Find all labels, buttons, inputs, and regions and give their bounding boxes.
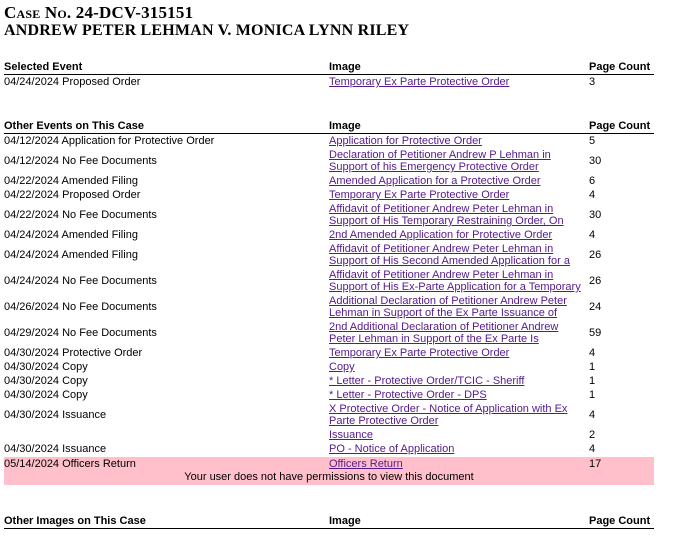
event-label: 04/30/2024 Copy bbox=[4, 389, 88, 401]
event-label: 04/24/2024 Amended Filing bbox=[4, 229, 138, 241]
page-count: 30 bbox=[589, 155, 602, 167]
image-link[interactable]: * Letter - Protective Order/TCIC - Sheriff bbox=[329, 375, 525, 387]
page-count: 30 bbox=[589, 209, 602, 221]
image-link[interactable]: Copy bbox=[329, 361, 355, 373]
image-link[interactable]: Temporary Ex Parte Protective Order bbox=[329, 76, 510, 88]
image-link[interactable]: Application for Protective Order bbox=[329, 135, 482, 147]
other-images-header bbox=[4, 515, 654, 529]
col-header-page-count: Page Count bbox=[589, 61, 651, 73]
event-row-highlighted bbox=[4, 457, 654, 471]
event-label: 04/30/2024 Issuance bbox=[4, 443, 107, 455]
event-label: 04/29/2024 No Fee Documents bbox=[4, 327, 157, 339]
image-link[interactable]: * Letter - Protective Order - DPS bbox=[329, 389, 487, 401]
image-link[interactable]: Declaration of Petitioner Andrew P Lehman in Support of his Emergency Protective Order bbox=[329, 149, 551, 173]
page-count: 1 bbox=[589, 389, 596, 401]
col-header-event: Selected Event bbox=[4, 61, 83, 73]
event-label: 04/30/2024 Copy bbox=[4, 375, 88, 387]
event-label: 04/24/2024 No Fee Documents bbox=[4, 275, 157, 287]
image-link[interactable]: Temporary Ex Parte Protective Order bbox=[329, 189, 510, 201]
page-count: 3 bbox=[589, 76, 596, 88]
image-link[interactable]: Temporary Ex Parte Protective Order bbox=[329, 347, 510, 359]
image-link[interactable]: Additional Declaration of Petitioner Andrew Peter Lehman in Support of the Ex Parte Issuance of bbox=[329, 295, 567, 319]
event-label: 04/22/2024 Proposed Order bbox=[4, 189, 141, 201]
col-header-page-count: Page Count bbox=[589, 120, 651, 132]
col-header-page-count: Page Count bbox=[589, 515, 651, 527]
page-count: 26 bbox=[589, 249, 602, 261]
page-count: 24 bbox=[589, 301, 602, 313]
page-count: 4 bbox=[589, 189, 596, 201]
page-count: 4 bbox=[589, 409, 596, 421]
event-label: 04/30/2024 Protective Order bbox=[4, 347, 143, 359]
image-link[interactable]: 2nd Additional Declaration of Petitioner Andrew Peter Lehman in Support of the Ex Parte Is bbox=[329, 321, 559, 345]
event-label: 04/24/2024 Amended Filing bbox=[4, 249, 138, 261]
image-link[interactable]: PO - Notice of Application bbox=[329, 443, 455, 455]
page-count: 2 bbox=[589, 429, 596, 441]
permission-message: Your user does not have permissions to view this document bbox=[4, 471, 654, 485]
page-count: 4 bbox=[589, 229, 596, 241]
image-link[interactable]: X Protective Order - Notice of Application with Ex Parte Protective Order bbox=[329, 403, 568, 427]
page-count: 59 bbox=[589, 327, 602, 339]
page-count: 26 bbox=[589, 275, 602, 287]
page-count: 1 bbox=[589, 361, 596, 373]
col-header-image: Image bbox=[329, 515, 361, 527]
image-link[interactable]: Officers Return bbox=[329, 458, 403, 470]
page-count: 17 bbox=[589, 458, 602, 470]
col-header-image: Image bbox=[329, 61, 361, 73]
page-count: 4 bbox=[589, 347, 596, 359]
case-header bbox=[4, 3, 409, 40]
col-header-event: Other Images on This Case bbox=[4, 515, 146, 527]
page-count: 1 bbox=[589, 375, 596, 387]
selected-event-header bbox=[4, 61, 654, 75]
case-number: Case No. 24-DCV-315151 bbox=[4, 3, 194, 22]
col-header-event: Other Events on This Case bbox=[4, 120, 144, 132]
image-link[interactable]: Affidavit of Petitioner Andrew Peter Lehman in Support of His Ex-Parte Application for a Temporary bbox=[329, 269, 581, 293]
event-label: 04/24/2024 Proposed Order bbox=[4, 76, 141, 88]
page-count: 6 bbox=[589, 175, 596, 187]
event-label: 04/26/2024 No Fee Documents bbox=[4, 301, 157, 313]
col-header-image: Image bbox=[329, 120, 361, 132]
event-label: 04/30/2024 Copy bbox=[4, 361, 88, 373]
image-link[interactable]: Amended Application for a Protective Order bbox=[329, 175, 541, 187]
event-label: 05/14/2024 Officers Return bbox=[4, 458, 136, 470]
event-label: 04/12/2024 Application for Protective Order bbox=[4, 135, 215, 147]
page-count: 5 bbox=[589, 135, 596, 147]
other-events-header bbox=[4, 120, 654, 134]
event-label: 04/12/2024 No Fee Documents bbox=[4, 155, 157, 167]
case-parties: ANDREW PETER LEHMAN V. MONICA LYNN RILEY bbox=[4, 22, 410, 39]
image-link[interactable]: Issuance bbox=[329, 429, 374, 441]
image-link[interactable]: Affidavit of Petitioner Andrew Peter Lehman in Support of His Temporary Restraining Order, On bbox=[329, 203, 564, 227]
event-label: 04/22/2024 Amended Filing bbox=[4, 175, 138, 187]
event-label: 04/30/2024 Issuance bbox=[4, 409, 107, 421]
image-link[interactable]: 2nd Amended Application for Protective Order bbox=[329, 229, 553, 241]
event-label: 04/22/2024 No Fee Documents bbox=[4, 209, 157, 221]
page-count: 4 bbox=[589, 443, 596, 455]
image-link[interactable]: Affidavit of Petitioner Andrew Peter Lehman in Support of His Second Amended Application for a bbox=[329, 243, 570, 267]
